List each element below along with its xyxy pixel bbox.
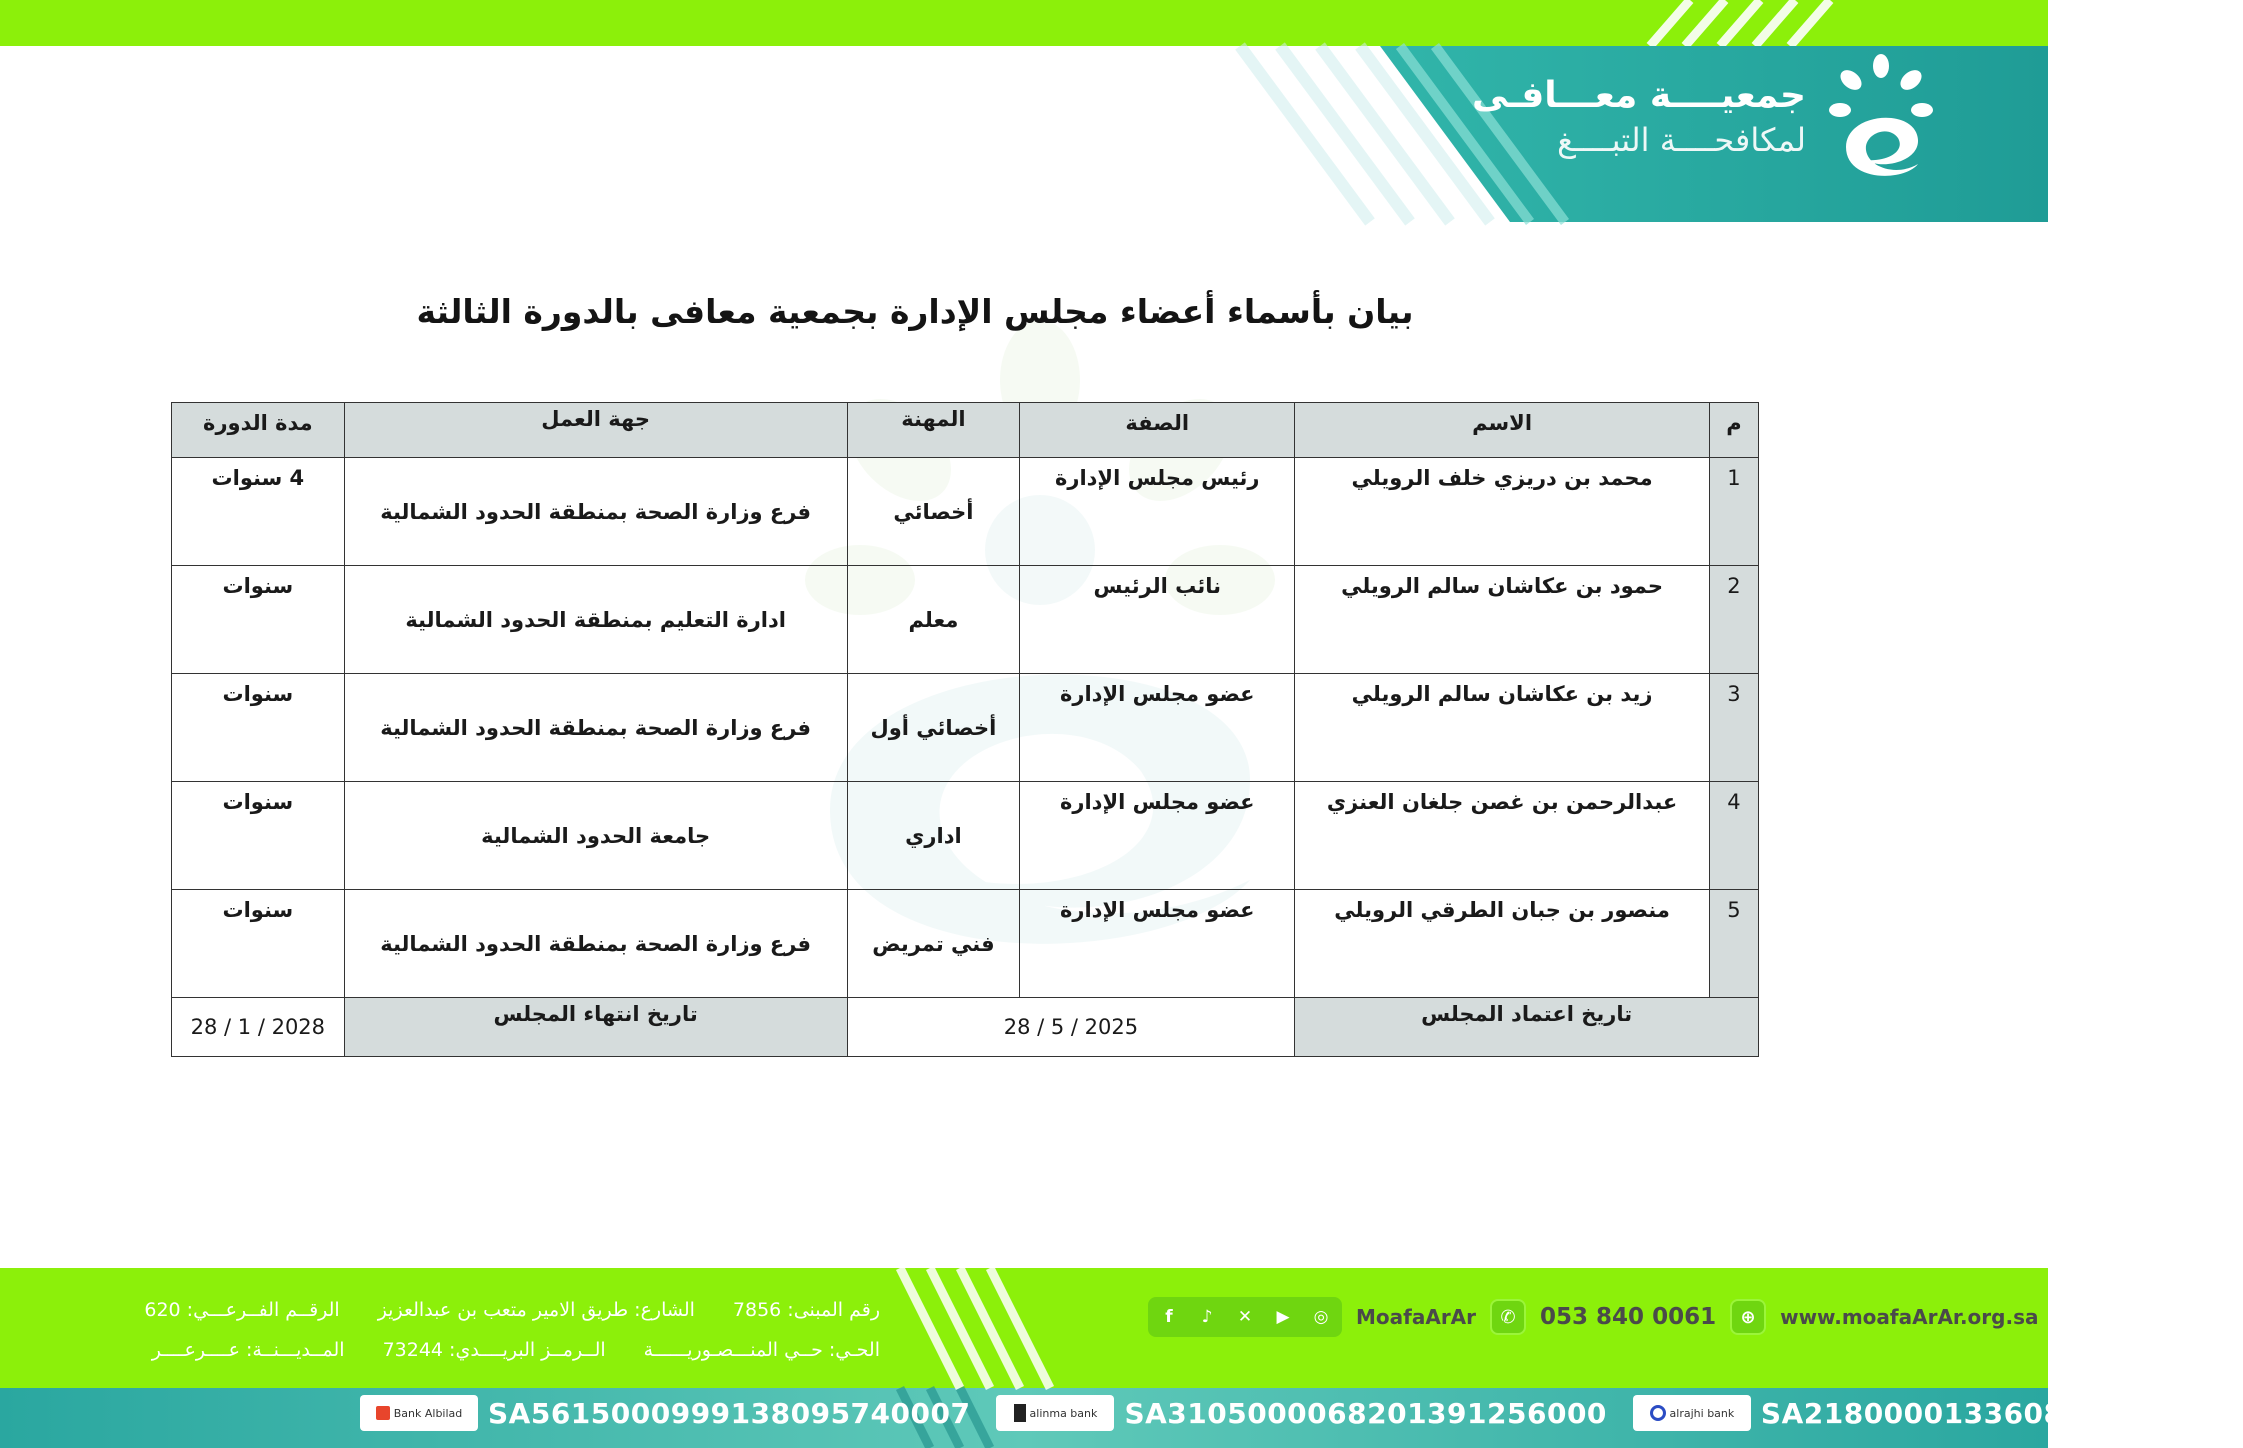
board-members-table xyxy=(171,402,1759,1057)
cell-job: اداري xyxy=(847,782,1020,890)
cell-name: عبدالرحمن بن غصن جلغان العنزي xyxy=(1295,782,1710,890)
cell-role: رئيس مجلس الإدارة xyxy=(1020,458,1295,566)
contact-bar xyxy=(1148,1296,2038,1338)
cell-work: فرع وزارة الصحة بمنطقة الحدود الشمالية xyxy=(344,674,847,782)
address-city: المــديـــنــة: عــــرعــــر xyxy=(151,1339,345,1361)
cell-role: نائب الرئيس xyxy=(1020,566,1295,674)
youtube-icon[interactable]: ▶ xyxy=(1276,1307,1290,1327)
facebook-icon[interactable]: f xyxy=(1165,1307,1173,1327)
cell-work: فرع وزارة الصحة بمنطقة الحدود الشمالية xyxy=(344,890,847,998)
cell-term: سنوات xyxy=(172,566,345,674)
org-logo-icon xyxy=(1826,52,1936,182)
address-building: رقم المبنى: 7856 xyxy=(732,1299,880,1321)
end-date-value: 28 / 1 / 2028 xyxy=(172,998,345,1057)
table-row xyxy=(172,458,1759,566)
cell-job: أخصائي أول xyxy=(847,674,1020,782)
cell-name: زيد بن عكاشان سالم الرويلي xyxy=(1295,674,1710,782)
org-logo xyxy=(1472,52,1936,182)
bank-accounts xyxy=(360,1395,2243,1431)
top-stripes xyxy=(1640,0,1860,46)
phone-icon: ✆ xyxy=(1490,1299,1526,1335)
cell-num: 4 xyxy=(1709,782,1758,890)
cell-num: 3 xyxy=(1709,674,1758,782)
social-icons xyxy=(1148,1297,1342,1337)
x-icon[interactable]: ✕ xyxy=(1237,1307,1253,1327)
address-postal: الــرمــز البريــــدي: 73244 xyxy=(382,1339,606,1361)
tiktok-icon[interactable]: ♪ xyxy=(1201,1307,1213,1327)
document-title: بيان بأسماء أعضاء مجلس الإدارة بجمعية معافى بالدورة الثالثة xyxy=(416,292,1414,331)
bank-account xyxy=(996,1395,1606,1431)
cell-work: ادارة التعليم بمنطقة الحدود الشمالية xyxy=(344,566,847,674)
header-role: الصفة xyxy=(1020,403,1295,458)
iban-number: SA3105000068201391256000 xyxy=(1124,1396,1607,1430)
cell-term: سنوات xyxy=(172,782,345,890)
address-district: الحـي: حــي المنـــصـوريــــــة xyxy=(643,1339,880,1361)
header-work: جهة العمل xyxy=(344,403,847,458)
bank-alrajhi-logo: alrajhi bank xyxy=(1633,1395,1751,1431)
bank-alinma-logo: alinma bank xyxy=(996,1395,1114,1431)
cell-job: أخصائي xyxy=(847,458,1020,566)
cell-role: عضو مجلس الإدارة xyxy=(1020,674,1295,782)
iban-number: SA2180000133608011498854 xyxy=(1760,1396,2243,1430)
address-sub-number: الرقــم الفــرعـــي: 620 xyxy=(144,1299,340,1321)
table-row xyxy=(172,890,1759,998)
header-job: المهنة xyxy=(847,403,1020,458)
end-date-label: تاريخ انتهاء المجلس xyxy=(344,998,847,1057)
approval-date-label: تاريخ اعتماد المجلس xyxy=(1295,998,1759,1057)
cell-num: 5 xyxy=(1709,890,1758,998)
bank-account xyxy=(1633,1395,2243,1431)
header-num: م xyxy=(1709,403,1758,458)
cell-term: سنوات xyxy=(172,674,345,782)
website-link[interactable]: www.moafaArAr.org.sa xyxy=(1780,1305,2039,1329)
address-street: الشارع: طريق الامير متعب بن عبدالعزيز xyxy=(377,1299,695,1321)
cell-role: عضو مجلس الإدارة xyxy=(1020,890,1295,998)
cell-name: محمد بن دريزي خلف الرويلي xyxy=(1295,458,1710,566)
phone-number[interactable]: 053 840 0061 xyxy=(1540,1304,1717,1330)
cell-role: عضو مجلس الإدارة xyxy=(1020,782,1295,890)
address-block xyxy=(60,1290,880,1370)
cell-work: جامعة الحدود الشمالية xyxy=(344,782,847,890)
instagram-icon[interactable]: ◎ xyxy=(1313,1307,1329,1327)
cell-num: 2 xyxy=(1709,566,1758,674)
table-row xyxy=(172,566,1759,674)
bank-account xyxy=(360,1395,970,1431)
table-footer-row xyxy=(172,998,1759,1057)
org-name-line1: جمعيــــة معـــافـى xyxy=(1471,75,1806,116)
header-term: مدة الدورة xyxy=(172,403,345,458)
cell-term: سنوات xyxy=(172,890,345,998)
table-row xyxy=(172,674,1759,782)
header-name: الاسم xyxy=(1295,403,1710,458)
globe-icon: ⊕ xyxy=(1730,1299,1766,1335)
cell-job: معلم xyxy=(847,566,1020,674)
cell-name: حمود بن عكاشان سالم الرويلي xyxy=(1295,566,1710,674)
cell-name: منصور بن جبان الطرقي الرويلي xyxy=(1295,890,1710,998)
table-header-row xyxy=(172,403,1759,458)
table-row xyxy=(172,782,1759,890)
cell-job: فني تمريض xyxy=(847,890,1020,998)
approval-date-value: 28 / 5 / 2025 xyxy=(847,998,1295,1057)
org-name-line2: لمكافحــــة التبــــغ xyxy=(1557,121,1806,159)
social-handle[interactable]: MoafaArAr xyxy=(1356,1305,1477,1329)
iban-number: SA5615000999138095740007 xyxy=(488,1396,971,1430)
cell-num: 1 xyxy=(1709,458,1758,566)
cell-work: فرع وزارة الصحة بمنطقة الحدود الشمالية xyxy=(344,458,847,566)
cell-term: 4 سنوات xyxy=(172,458,345,566)
bank-albilad-logo: Bank Albilad xyxy=(360,1395,478,1431)
